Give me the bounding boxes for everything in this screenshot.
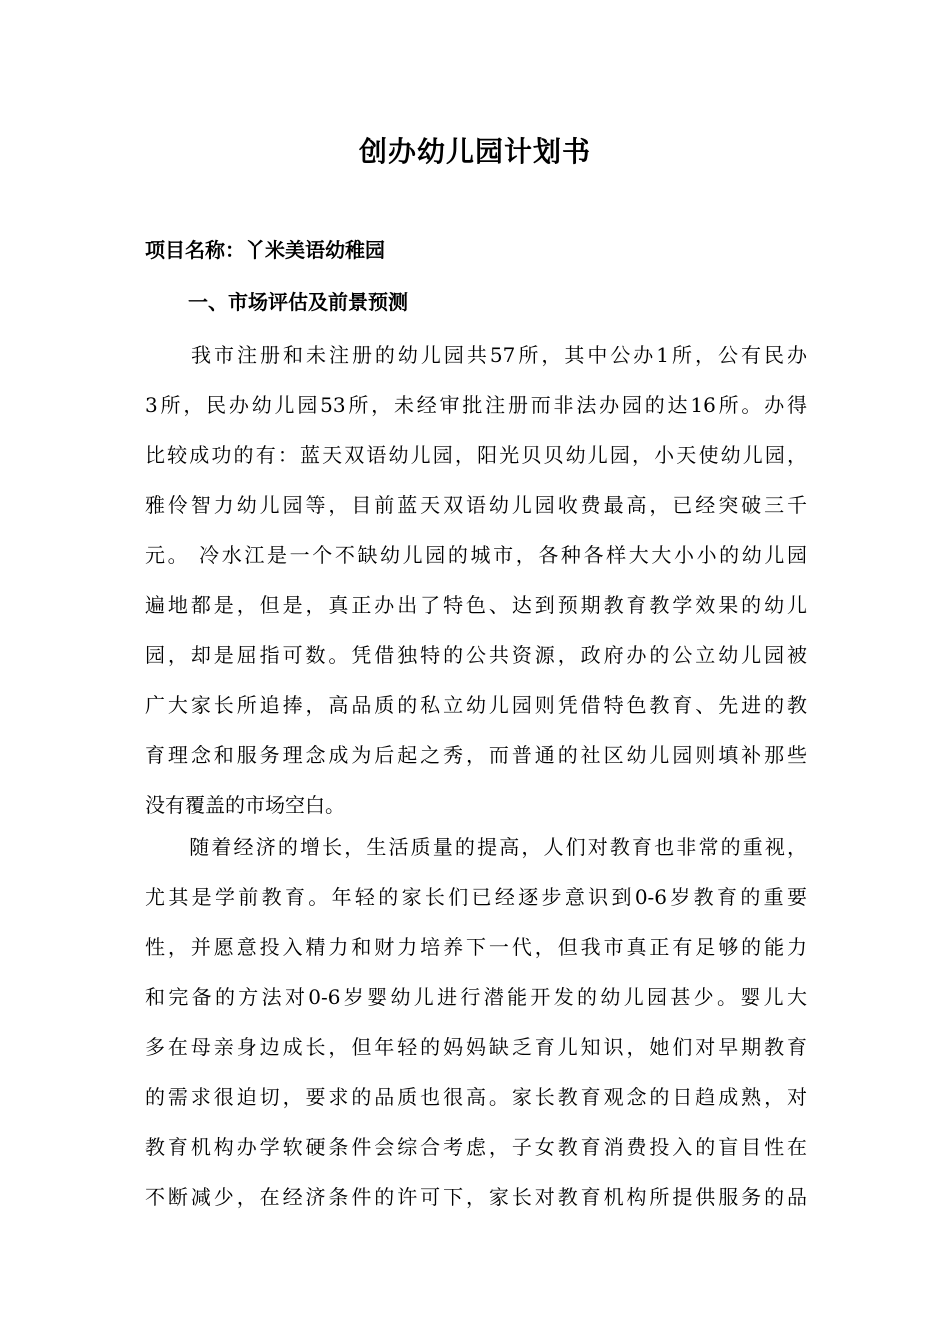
section-heading: 一、市场评估及前景预测: [188, 290, 408, 314]
paragraph-line: 遍地都是，但是，真正办出了特色、达到预期教育教学效果的幼儿: [145, 593, 807, 617]
paragraph-demand-analysis: [145, 822, 807, 1222]
paragraph-line: 的需求很迫切，要求的品质也很高。家长教育观念的日趋成熟，对: [145, 1085, 807, 1109]
paragraph-line: 和完备的方法对0-6岁婴幼儿进行潜能开发的幼儿园甚少。婴儿大: [145, 985, 807, 1009]
paragraph-line: 多在母亲身边成长，但年轻的妈妈缺乏育儿知识，她们对早期教育: [145, 1035, 807, 1059]
paragraph-line: 园，却是屈指可数。凭借独特的公共资源，政府办的公立幼儿园被: [145, 643, 807, 667]
paragraph-line: 雅伶智力幼儿园等，目前蓝天双语幼儿园收费最高，已经突破三千: [145, 493, 807, 517]
paragraph-line: 尤其是学前教育。年轻的家长们已经逐步意识到0-6岁教育的重要: [145, 885, 807, 909]
paragraph-line: 3所，民办幼儿园53所，未经审批注册而非法办园的达16所。办得: [145, 393, 807, 417]
paragraph-line: 没有覆盖的市场空白。: [145, 793, 345, 817]
paragraph-market-overview: [145, 330, 807, 830]
paragraph-line: 广大家长所追捧，高品质的私立幼儿园则凭借特色教育、先进的教: [145, 693, 807, 717]
paragraph-line: 性，并愿意投入精力和财力培养下一代，但我市真正有足够的能力: [145, 935, 807, 959]
paragraph-line: 我市注册和未注册的幼儿园共57所，其中公办1所，公有民办: [145, 343, 807, 367]
paragraph-line: 教育机构办学软硬条件会综合考虑，子女教育消费投入的盲目性在: [145, 1135, 807, 1159]
paragraph-line: 随着经济的增长，生活质量的提高，人们对教育也非常的重视，: [145, 835, 807, 859]
paragraph-line: 比较成功的有：蓝天双语幼儿园，阳光贝贝幼儿园，小天使幼儿园，: [145, 443, 807, 467]
paragraph-line: 不断减少，在经济条件的许可下，家长对教育机构所提供服务的品: [145, 1185, 807, 1209]
document-title: 创办幼儿园计划书: [358, 135, 591, 168]
project-name-line: 项目名称：丫米美语幼稚园: [145, 238, 385, 262]
paragraph-line: 元。 冷水江是一个不缺幼儿园的城市，各种各样大大小小的幼儿园: [145, 543, 807, 567]
paragraph-line: 育理念和服务理念成为后起之秀，而普通的社区幼儿园则填补那些: [145, 743, 807, 767]
